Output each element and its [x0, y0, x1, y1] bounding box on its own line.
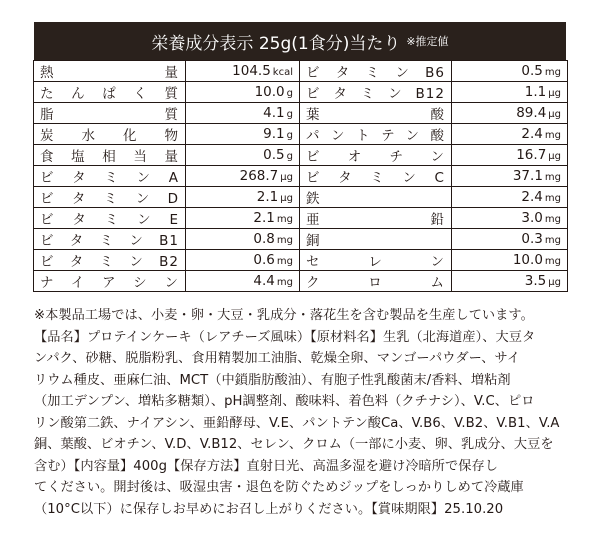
nutrient-amount [452, 208, 568, 229]
nutrient-name: 熱量 [34, 61, 186, 82]
nutrition-row [34, 166, 568, 187]
nutrient-amount [186, 271, 300, 292]
nutrient-unit: mg [544, 235, 561, 246]
nutrient-value: 2.4 [521, 126, 543, 142]
nutrient-value: 9.1 [263, 126, 285, 142]
nutrient-unit: mg [544, 193, 561, 204]
nutrient-amount [452, 82, 568, 103]
nutrient-value: 104.5 [232, 63, 271, 79]
nutrition-row [34, 82, 568, 103]
nutrient-unit: mg [544, 214, 561, 225]
nutrient-amount [186, 166, 300, 187]
nutrient-name: たんぱく質 [34, 82, 186, 103]
nutrient-value: 89.4 [516, 105, 547, 121]
nutrient-amount [186, 124, 300, 145]
nutrient-unit: g [286, 151, 293, 162]
nutrient-amount [452, 166, 568, 187]
nutrient-name: 鉄 [300, 187, 452, 208]
nutrition-table [33, 60, 568, 292]
nutrient-unit: g [286, 88, 293, 99]
nutrient-amount [452, 250, 568, 271]
nutrient-unit: μg [548, 109, 561, 120]
nutrient-name: 亜鉛 [300, 208, 452, 229]
nutrient-amount [452, 103, 568, 124]
nutrient-value: 2.1 [256, 189, 279, 205]
nutrient-unit: mg [276, 214, 293, 225]
nutrient-name: ビタミンE [34, 208, 186, 229]
nutrient-unit: mg [544, 256, 561, 267]
nutrient-name: ビタミンB6 [300, 61, 452, 82]
nutrient-amount [186, 208, 300, 229]
nutrient-value: 0.5 [263, 147, 285, 163]
nutrient-amount [186, 250, 300, 271]
nutrient-unit: g [286, 109, 293, 120]
nutrient-amount [186, 229, 300, 250]
nutrient-name: ビタミンB1 [34, 229, 186, 250]
nutrient-value: 3.5 [524, 273, 547, 289]
nutrition-row [34, 124, 568, 145]
nutrient-amount [186, 82, 300, 103]
nutrient-name: ビオチン [300, 145, 452, 166]
nutrient-name: ビタミンC [300, 166, 452, 187]
nutrient-value: 0.3 [521, 231, 543, 247]
nutrient-name: ビタミンB12 [300, 82, 452, 103]
nutrient-name: 銅 [300, 229, 452, 250]
nutrition-row [34, 145, 568, 166]
header-title: 栄養成分表示 25g(1食分)当たり [151, 33, 401, 54]
note-line: （加工デンプン、増粘多糖類）、pH調整剤、酸味料、着色料（クチナシ）、V.C、ピロ [34, 394, 535, 409]
nutrient-value: 2.1 [253, 210, 275, 226]
nutrient-value: 0.6 [253, 252, 275, 268]
nutrition-row [34, 208, 568, 229]
nutrient-value: 10.0 [512, 252, 543, 268]
note-line: 含む）【内容量】400g【保存方法】直射日光、高温多湿を避け冷暗所で保存し [34, 458, 498, 474]
nutrient-amount [186, 145, 300, 166]
nutrient-unit: mg [544, 130, 561, 141]
nutrient-value: 3.0 [521, 210, 543, 226]
note-line: ンパク、砂糖、脱脂粉乳、食用精製加工油脂、乾燥全卵、マンゴーパウダー、サイ [34, 351, 521, 366]
nutrient-name: ビタミンD [34, 187, 186, 208]
note-line: 【品名】プロテインケーキ（レアチーズ風味）【原材料名】生乳（北海道産）、大豆タ [34, 329, 536, 345]
nutrient-value: 37.1 [512, 168, 543, 184]
nutrient-unit: mg [276, 277, 293, 288]
nutrient-amount [452, 271, 568, 292]
nutrition-row [34, 103, 568, 124]
nutrient-unit: mg [544, 67, 561, 78]
nutrient-unit: mg [276, 235, 293, 246]
nutrient-name: パントテン酸 [300, 124, 452, 145]
nutrient-unit: μg [548, 151, 561, 162]
nutrient-name: ビタミンA [34, 166, 186, 187]
nutrition-row [34, 61, 568, 82]
nutrient-name: ビタミンB2 [34, 250, 186, 271]
nutrition-row [34, 187, 568, 208]
nutrient-unit: g [286, 130, 293, 141]
nutrient-value: 16.7 [516, 147, 547, 163]
nutrient-unit: mg [544, 172, 561, 183]
product-notes [34, 305, 574, 520]
note-line: （10°C以下）に保存しお早めにお召し上がりください。【賞味期限】25.10.20 [34, 501, 504, 517]
nutrition-label [34, 22, 566, 292]
nutrition-row [34, 250, 568, 271]
nutrient-name: クロム [300, 271, 452, 292]
nutrient-name: ナイアシン [34, 271, 186, 292]
nutrient-unit: mg [276, 256, 293, 267]
nutrient-name: セレン [300, 250, 452, 271]
note-line: 銅、葉酸、ビオチン、V.D、V.B12、セレン、クロム（一部に小麦、卵、乳成分、大豆を [34, 437, 554, 452]
note-line: てください。開封後は、吸湿虫害・退色を防ぐためジップをしっかりしめて冷蔵庫 [34, 480, 524, 495]
nutrient-value: 0.5 [521, 63, 543, 79]
nutrient-unit: μg [548, 277, 561, 288]
nutrient-name: 炭水化物 [34, 124, 186, 145]
nutrient-unit: μg [280, 172, 293, 183]
nutrient-value: 4.4 [253, 273, 275, 289]
nutrient-unit: μg [548, 88, 561, 99]
nutrient-amount [452, 61, 568, 82]
nutrient-amount [186, 103, 300, 124]
nutrient-amount [186, 61, 300, 82]
nutrient-amount [452, 229, 568, 250]
nutrient-amount [452, 187, 568, 208]
nutrition-header [34, 22, 566, 60]
note-line: ※本製品工場では、小麦・卵・大豆・乳成分・落花生を含む製品を生産しています。 [34, 308, 534, 323]
nutrient-amount [452, 124, 568, 145]
nutrition-row [34, 271, 568, 292]
nutrient-value: 10.0 [254, 84, 285, 100]
nutrient-name: 食塩相当量 [34, 145, 186, 166]
nutrient-unit: kcal [272, 67, 293, 78]
nutrition-row [34, 229, 568, 250]
header-note: ※推定値 [406, 35, 449, 48]
nutrient-value: 0.8 [253, 231, 275, 247]
nutrient-name: 脂質 [34, 103, 186, 124]
nutrient-value: 268.7 [239, 168, 279, 184]
nutrient-amount [186, 187, 300, 208]
nutrient-value: 1.1 [524, 84, 547, 100]
nutrient-value: 2.4 [521, 189, 543, 205]
nutrient-name: 葉酸 [300, 103, 452, 124]
nutrient-value: 4.1 [263, 105, 285, 121]
nutrient-unit: μg [280, 193, 293, 204]
note-line: リン酸第二鉄、ナイアシン、亜鉛酵母、V.E、パントテン酸Ca、V.B6、V.B2、V.B1、V.A [34, 415, 560, 431]
note-line: リウム種皮、亜麻仁油、MCT（中鎖脂肪酸油）、有胞子性乳酸菌末/香料、増粘剤 [34, 372, 511, 388]
nutrient-amount [452, 145, 568, 166]
